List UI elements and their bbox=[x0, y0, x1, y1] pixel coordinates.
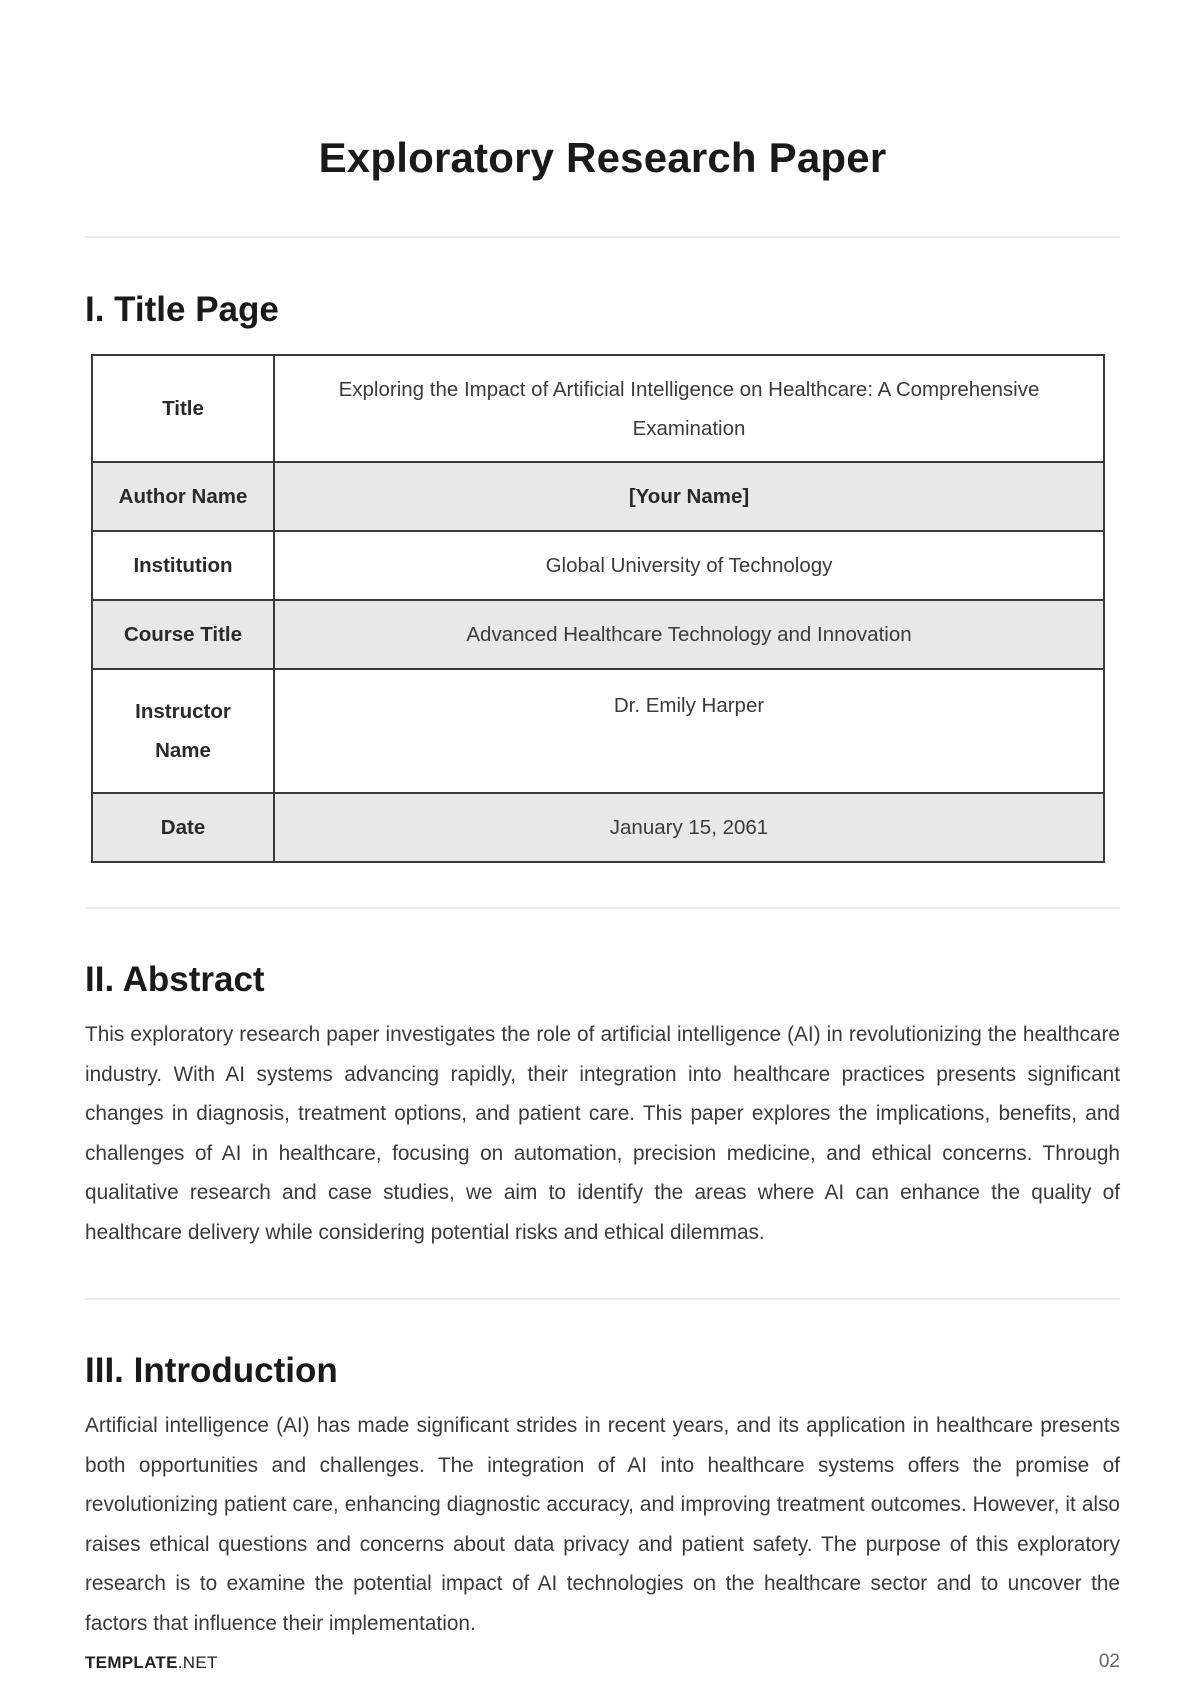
brand-name: TEMPLATE bbox=[85, 1653, 178, 1672]
table-row bbox=[92, 600, 1104, 669]
divider bbox=[85, 236, 1120, 238]
row-value: Exploring the Impact of Artificial Intelligence on Healthcare: A Comprehensive Examination bbox=[274, 355, 1104, 462]
table-row bbox=[92, 355, 1104, 462]
row-value: January 15, 2061 bbox=[274, 793, 1104, 862]
table-row bbox=[92, 793, 1104, 862]
abstract-paragraph: This exploratory research paper investigates the role of artificial intelligence (AI) in revolutionizing the healthcare industry. With AI systems advancing rapidly, their integration into healthcare practices presents significant changes in diagnosis, treatment options, and patient care. This paper explores the implications, benefits, and challenges of AI in healthcare, focusing on automation, precision medicine, and ethical concerns. Through qualitative research and case studies, we aim to identify the areas where AI can enhance the quality of healthcare delivery while considering potential risks and ethical dilemmas. bbox=[85, 1023, 1120, 1244]
section-heading-title-page: I. Title Page bbox=[85, 290, 279, 329]
row-value: Advanced Healthcare Technology and Innovation bbox=[274, 600, 1104, 669]
page-number: 02 bbox=[1098, 1651, 1120, 1672]
row-label: Institution bbox=[92, 531, 274, 600]
title-page-table bbox=[91, 354, 1105, 863]
table-row bbox=[92, 669, 1104, 793]
section-heading-abstract: II. Abstract bbox=[85, 960, 265, 999]
table-row bbox=[92, 531, 1104, 600]
row-value: [Your Name] bbox=[274, 462, 1104, 531]
row-label: Author Name bbox=[92, 462, 274, 531]
section-heading-introduction: III. Introduction bbox=[85, 1351, 338, 1390]
introduction-paragraph: Artificial intelligence (AI) has made significant strides in recent years, and its application in healthcare presents both opportunities and challenges. The integration of AI into healthcare systems offers the promise of revolutionizing patient care, enhancing diagnostic accuracy, and improving treatment outcomes. However, it also raises ethical questions and concerns about data privacy and patient safety. The purpose of this exploratory research is to examine the potential impact of AI technologies on the healthcare sector and to uncover the factors that influence their implementation. bbox=[85, 1414, 1120, 1635]
document-title: Exploratory Research Paper bbox=[318, 134, 887, 181]
divider bbox=[85, 907, 1120, 909]
brand-suffix: .NET bbox=[177, 1653, 218, 1672]
row-value: Global University of Technology bbox=[274, 531, 1104, 600]
footer-brand-logo bbox=[85, 1653, 218, 1673]
row-label: Date bbox=[92, 793, 274, 862]
row-label: Instructor Name bbox=[92, 669, 274, 793]
table-row bbox=[92, 462, 1104, 531]
document-page bbox=[85, 0, 1120, 1697]
row-label: Course Title bbox=[92, 600, 274, 669]
row-label: Title bbox=[92, 355, 274, 462]
divider bbox=[85, 1298, 1120, 1300]
row-value: Dr. Emily Harper bbox=[274, 669, 1104, 793]
